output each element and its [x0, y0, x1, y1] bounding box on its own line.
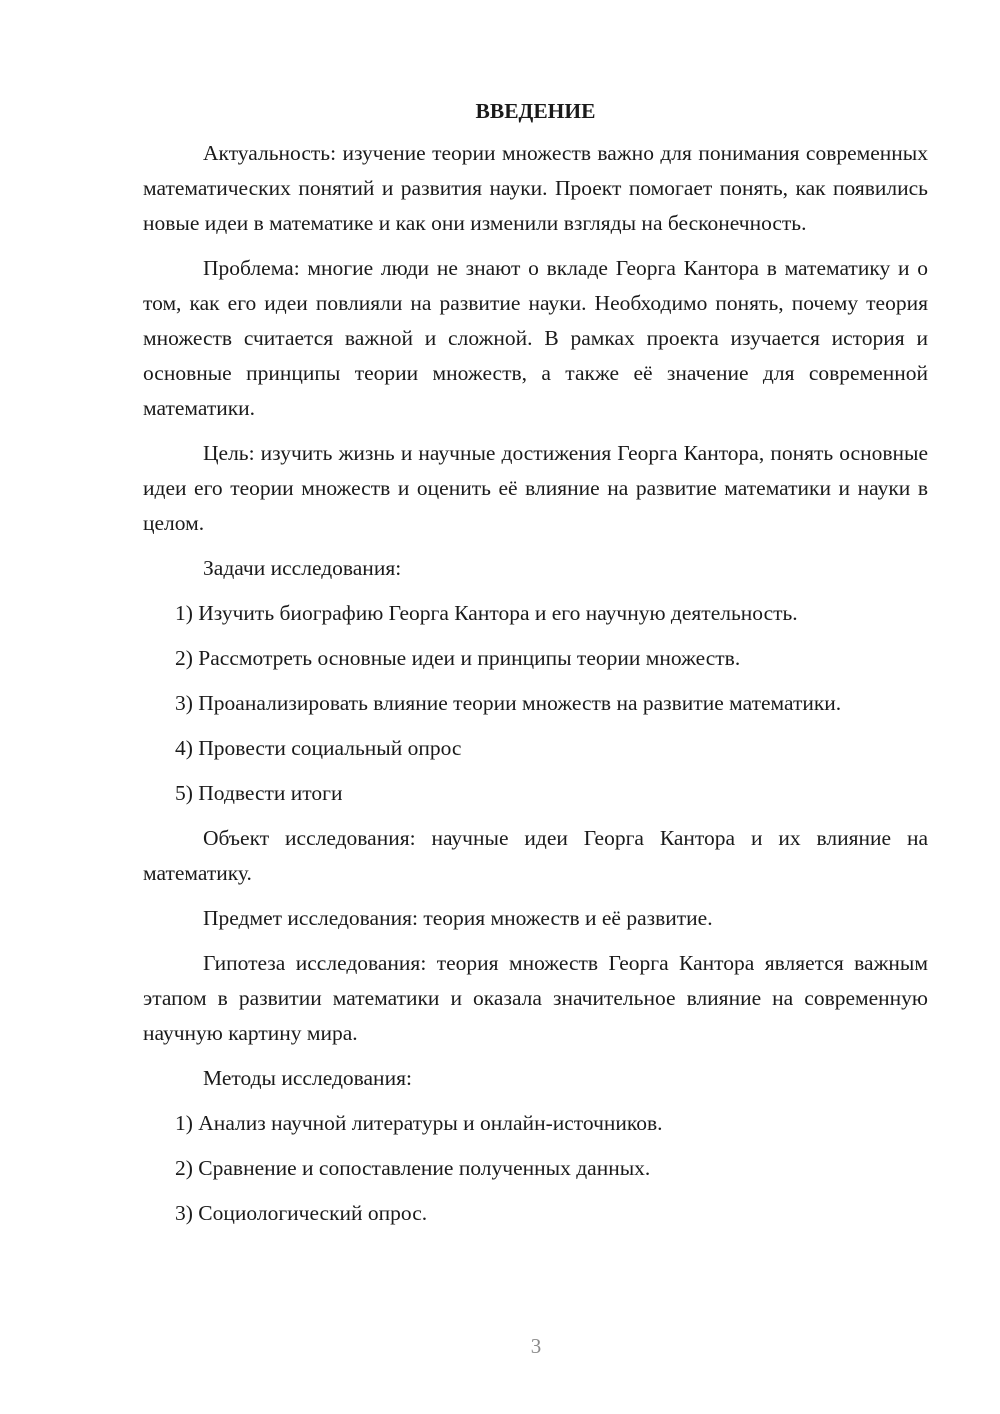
page-content: [143, 92, 928, 1241]
goal-paragraph: Цель: изучить жизнь и научные достижения Георга Кантора, понять основные идеи его теории множеств и оценить её влияние на развитие математики и науки в целом.: [143, 441, 928, 535]
method-item: 2) Сравнение и сопоставление полученных данных.: [175, 1156, 651, 1180]
tasks-heading: Задачи исследования:: [203, 556, 402, 580]
methods-heading: Методы исследования:: [203, 1066, 412, 1090]
object-paragraph: Объект исследования: научные идеи Георга Кантора и их влияние на математику.: [143, 826, 928, 885]
task-item: 3) Проанализировать влияние теории множеств на развитие математики.: [175, 691, 842, 715]
relevance-paragraph: Актуальность: изучение теории множеств важно для понимания современных математических понятий и развития науки. Проект помогает понять, как появились новые идеи в математике и как они изменили взгляды на бесконечность.: [143, 141, 928, 235]
problem-paragraph: Проблема: многие люди не знают о вкладе Георга Кантора в математику и о том, как его идеи повлияли на развитие науки. Необходимо понять, почему теория множеств считается важной и сложной. В рамках проекта изучается история и основные принципы теории множеств, а также её значение для современной математики.: [143, 256, 928, 420]
task-item: 5) Подвести итоги: [175, 781, 343, 805]
task-item: 1) Изучить биографию Георга Кантора и его научную деятельность.: [175, 601, 798, 625]
task-item: 2) Рассмотреть основные идеи и принципы теории множеств.: [175, 646, 741, 670]
method-item: 1) Анализ научной литературы и онлайн-источников.: [175, 1111, 663, 1135]
page-title: ВВЕДЕНИЕ: [475, 99, 596, 123]
hypothesis-paragraph: Гипотеза исследования: теория множеств Георга Кантора является важным этапом в развитии математики и оказала значительное влияние на современную научную картину мира.: [143, 951, 928, 1045]
subject-paragraph: Предмет исследования: теория множеств и её развитие.: [203, 906, 713, 930]
page-number: 3: [530, 1334, 542, 1358]
task-item: 4) Провести социальный опрос: [175, 736, 462, 760]
method-item: 3) Социологический опрос.: [175, 1201, 428, 1225]
